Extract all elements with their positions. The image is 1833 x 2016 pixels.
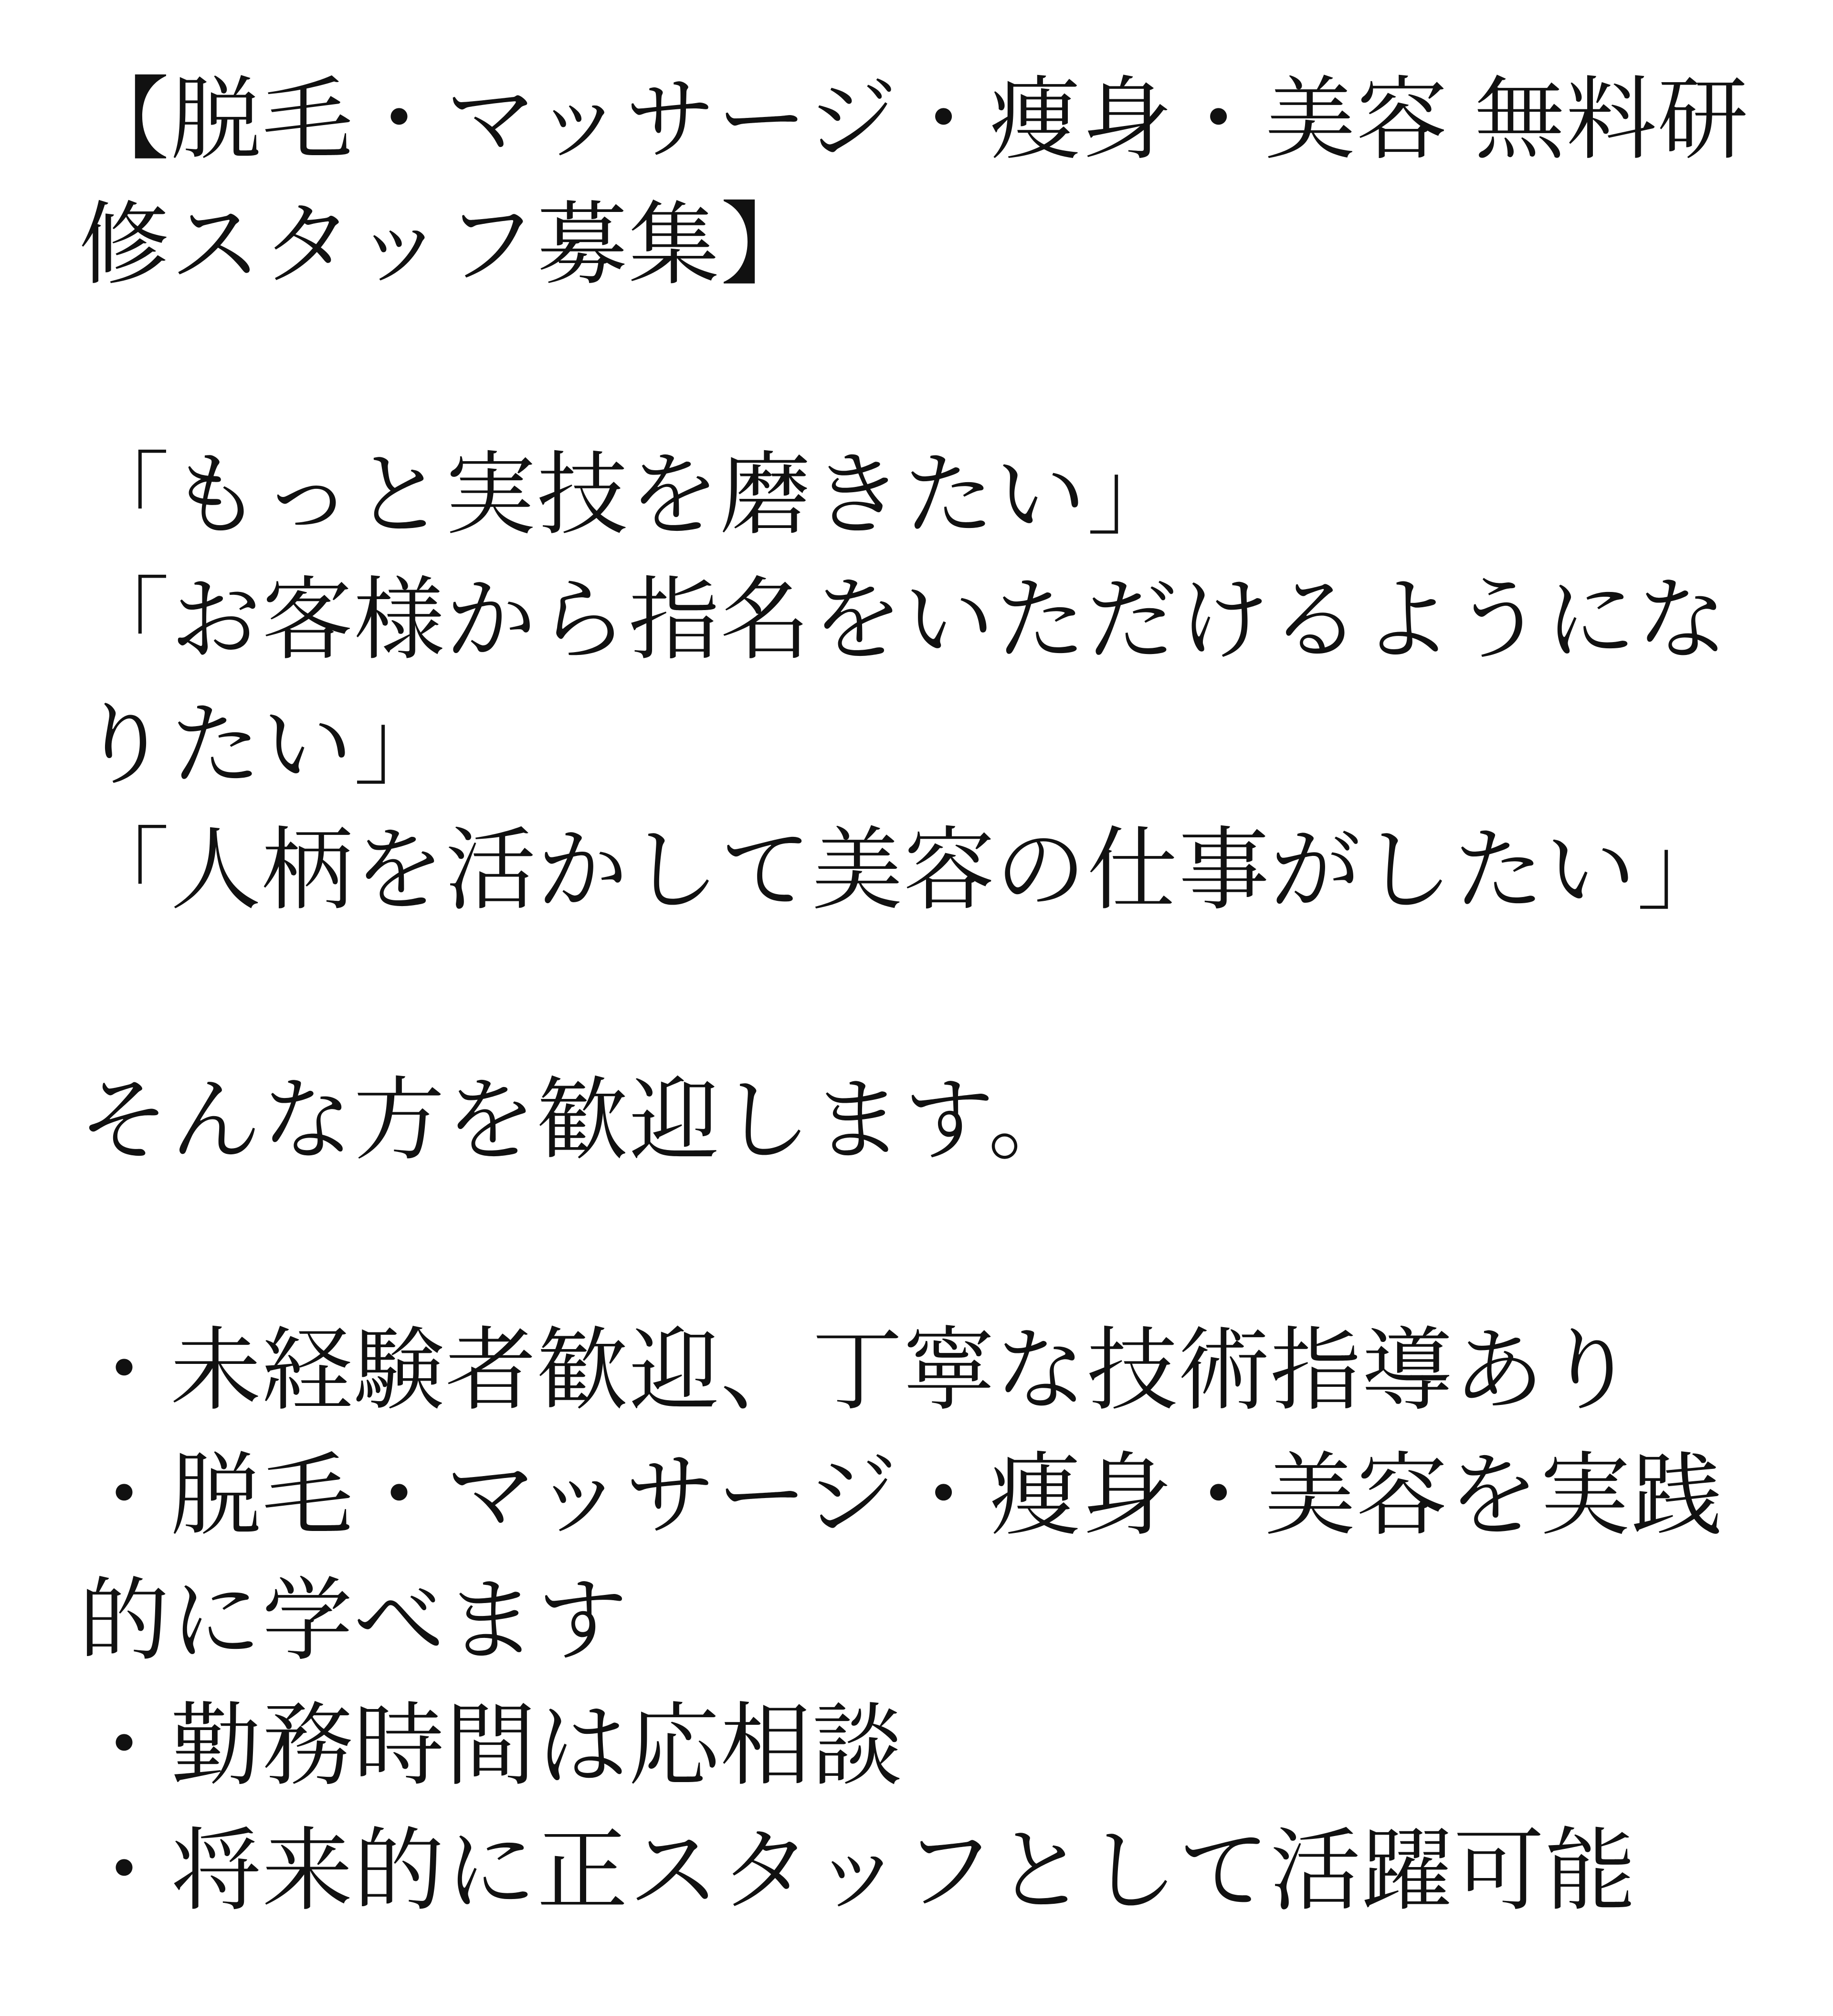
text-line-title-2: 修スタッフ募集】 bbox=[79, 194, 812, 296]
blank-line bbox=[79, 1183, 1766, 1308]
blank-line bbox=[79, 307, 1766, 433]
blank-line bbox=[79, 933, 1766, 1058]
text-line-bullet-2a: ・脱毛・マッサージ・痩身・美容を実践 bbox=[79, 1445, 1723, 1546]
text-line-quote-2b: りたい」 bbox=[79, 695, 446, 796]
job-posting-text bbox=[79, 57, 1766, 1933]
text-line-welcome: そんな方を歓迎します。 bbox=[79, 1070, 1080, 1171]
text-line-quote-2a: 「お客様から指名をいただけるようにな bbox=[79, 570, 1729, 671]
text-line-title-1: 【脱毛・マッサージ・痩身・美容 無料研 bbox=[79, 69, 1749, 170]
text-line-quote-1: 「もっと実技を磨きたい」 bbox=[79, 444, 1179, 546]
text-line-bullet-2b: 的に学べます bbox=[79, 1570, 629, 1671]
text-line-bullet-1: ・未経験者歓迎、丁寧な技術指導あり bbox=[79, 1320, 1637, 1421]
text-line-bullet-3: ・勤務時間は応相談 bbox=[79, 1695, 904, 1796]
text-line-quote-3: 「人柄を活かして美容の仕事がしたい」 bbox=[79, 820, 1729, 921]
text-line-bullet-4: ・将来的に正スタッフとして活躍可能 bbox=[79, 1820, 1637, 1921]
